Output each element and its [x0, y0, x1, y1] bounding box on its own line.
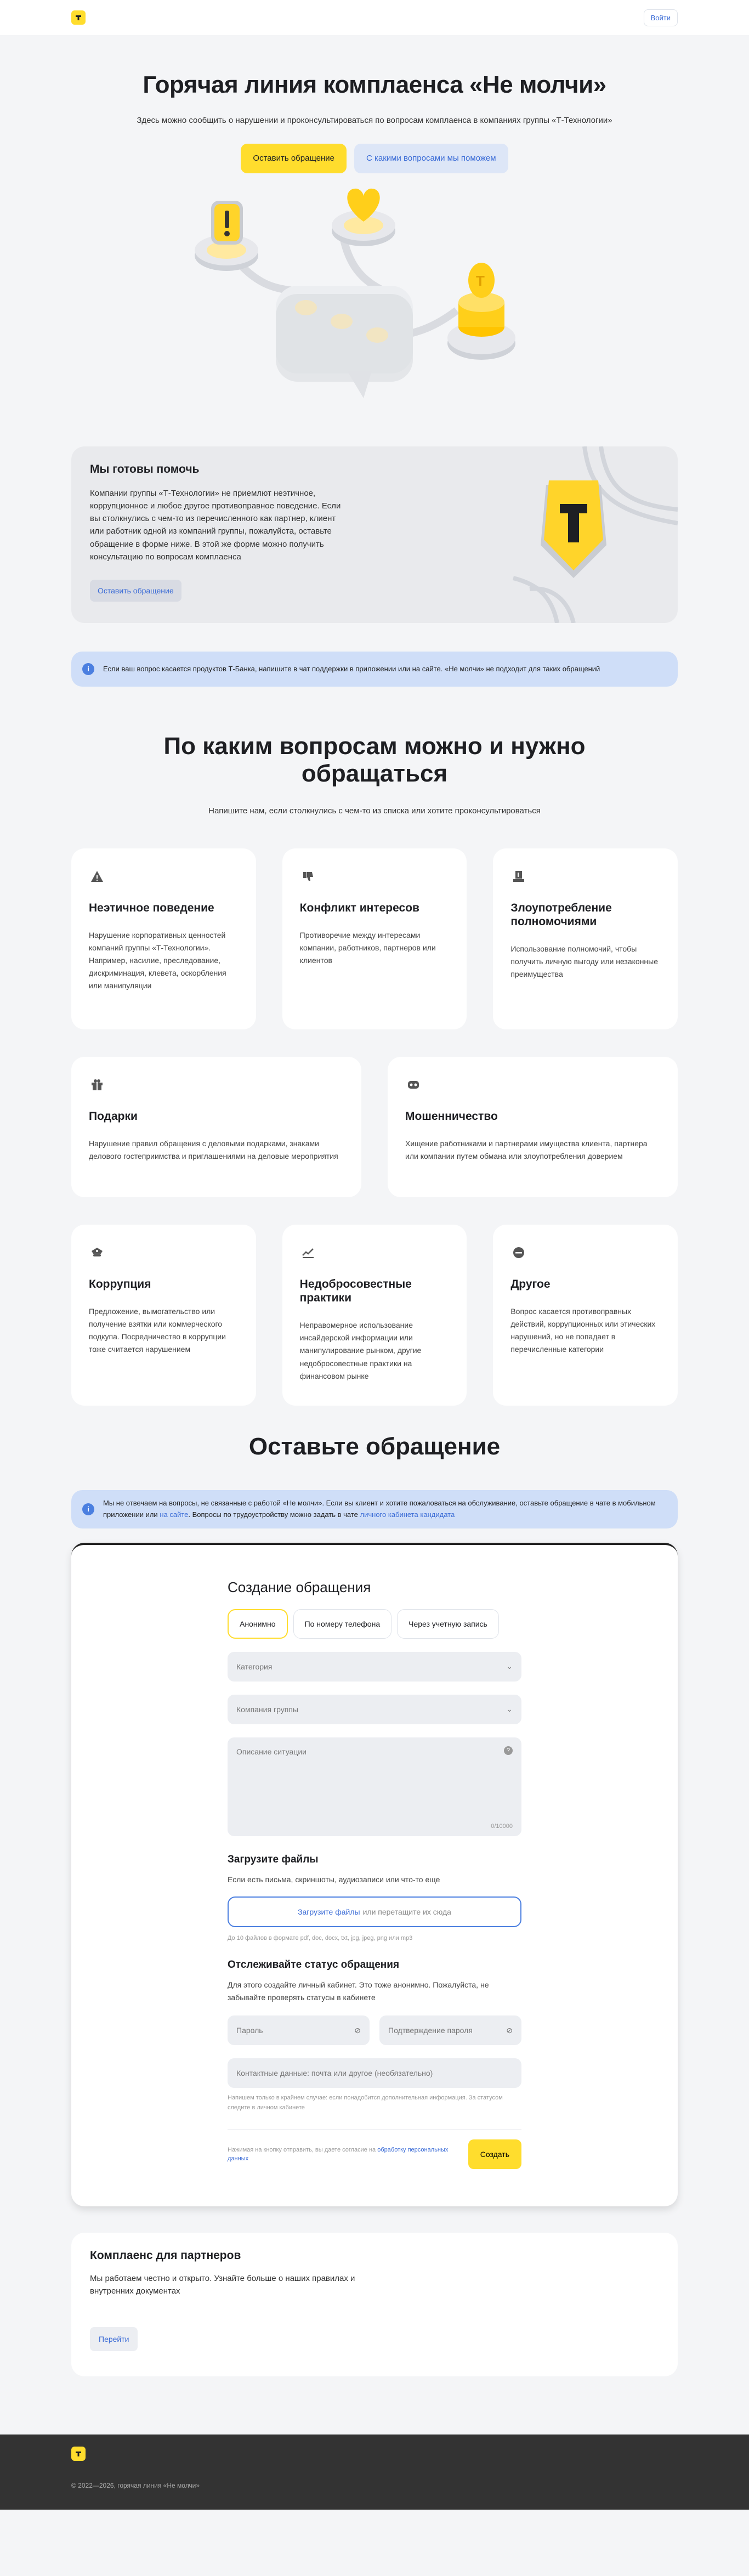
page-title: Горячая линия комплаенса «Не молчи» [143, 71, 606, 98]
shield-illustration [447, 446, 678, 623]
logo[interactable] [71, 10, 86, 25]
consent-part: Нажимая на кнопку отправить, вы даете согласие на [228, 2146, 378, 2153]
company-select[interactable] [228, 1695, 521, 1724]
heart-pedestal [332, 188, 395, 246]
gift-icon [89, 1077, 105, 1093]
form-notice-text [103, 1498, 667, 1521]
char-counter: 0/10000 [491, 1822, 513, 1830]
form-section-title: Оставьте обращение [248, 1433, 501, 1460]
chat-bubble [276, 286, 413, 398]
t-logo-icon [74, 13, 83, 22]
consent-text [228, 2145, 458, 2164]
description-placeholder: Описание ситуации [236, 1747, 307, 1756]
topic-card-conflict [282, 848, 467, 1029]
info-icon: i [82, 1503, 94, 1515]
password-confirm-field[interactable] [379, 2015, 521, 2045]
topic-text: Нарушение корпоративных ценностей компаний группы «Т‑Технологии». Например, насилие, преследование, дискриминация, клевета, оскорбления или манипуляции [89, 931, 226, 990]
topic-card-other [493, 1225, 678, 1406]
login-button[interactable]: Войти [644, 9, 678, 26]
topic-text: Использование полномочий, чтобы получить личную выгоду или незаконные преимущества [510, 944, 659, 979]
auth-tabs [228, 1609, 521, 1639]
t-logo-icon [74, 2449, 83, 2458]
chevron-down-icon: ⌄ [506, 1662, 513, 1671]
upload-hint: Если есть письма, скриншоты, аудиозаписи или что-то еще [228, 1875, 440, 1884]
copyright: © 2022—2026, горячая линия «Не молчи» [71, 2481, 200, 2489]
topic-text: Нарушение правил обращения с деловыми подарками, знаками делового гостеприимства и приглашениями на деловые мероприятия [89, 1139, 338, 1161]
ready-text: Компании группы «Т‑Технологии» не приемлют неэтичное, коррупционное и любое другое противоправное поведение. Если вы столкнулись с чем-то из перечисленного как партнер, клиент или работник одной из компаний группы, пожалуйста, оставьте обращение в форме ниже. В этой же форме можно получить консультацию по вопросам комплаенса [90, 488, 341, 562]
ready-submit-button[interactable]: Оставить обращение [90, 580, 181, 602]
topic-title: Недобросовестные практики [299, 1277, 412, 1305]
tab-anonymous[interactable]: Анонимно [228, 1609, 288, 1639]
topic-title: Злоупотребление полномочиями [510, 901, 612, 929]
topic-card-unethical [71, 848, 256, 1029]
contacts-field[interactable] [228, 2058, 521, 2088]
topics-title: По каким вопросам можно и нужно обращаться [163, 732, 586, 787]
partners-card [71, 2233, 678, 2376]
info-icon: i [82, 663, 94, 675]
podium-icon [510, 868, 527, 885]
products-notice [71, 652, 678, 687]
partners-go-button[interactable]: Перейти [90, 2327, 138, 2351]
file-dropzone[interactable] [228, 1896, 521, 1927]
footer-logo[interactable] [71, 2447, 86, 2461]
topic-title: Другое [510, 1277, 551, 1290]
form-title: Создание обращения [228, 1578, 371, 1595]
candidate-cabinet-link[interactable]: личного кабинета кандидата [360, 1510, 455, 1519]
topics-subtitle: Напишите нам, если столкнулись с чем-то из списка или хотите проконсультироваться [208, 806, 541, 816]
footer [0, 2435, 749, 2510]
topics-button[interactable]: С какими вопросами мы поможем [354, 144, 508, 173]
password-field[interactable] [228, 2015, 370, 2045]
form-notice [71, 1490, 678, 1528]
partners-title: Комплаенс для партнеров [90, 2249, 241, 2262]
header [0, 0, 749, 35]
eye-off-icon[interactable]: ⊘ [506, 2025, 513, 2035]
thumbs-down-icon [300, 868, 316, 885]
category-placeholder: Категория [236, 1662, 273, 1671]
topic-card-fraud [388, 1057, 678, 1197]
category-select[interactable] [228, 1652, 521, 1682]
tab-account[interactable]: Через учетную запись [397, 1609, 499, 1639]
topic-title: Мошенничество [405, 1109, 498, 1123]
tab-phone[interactable]: По номеру телефона [293, 1609, 392, 1639]
track-title: Отслеживайте статус обращения [228, 1959, 400, 1971]
description-textarea[interactable] [228, 1737, 521, 1836]
topic-text: Противоречие между интересами компании, работников, партнеров или клиентов [299, 931, 436, 965]
upload-rest: или перетащите их сюда [362, 1907, 451, 1917]
track-hint: Для этого создайте личный кабинет. Это тоже анонимно. Пожалуйста, не забывайте проверять статусы в кабинете [228, 1980, 489, 2002]
mask-icon [405, 1077, 422, 1093]
svg-text:T: T [476, 272, 485, 289]
topic-text: Неправомерное использование инсайдерской информации или манипулирование рынком, другие недобросовестные практики на финансовом рынке [299, 1321, 422, 1380]
topics-section [0, 733, 749, 1406]
topic-text: Хищение работниками и партнерами имущества клиента, партнера или компании путем обмана или злоупотребления доверием [405, 1139, 648, 1161]
password-placeholder: Пароль [236, 2026, 263, 2035]
eye-off-icon[interactable]: ⊘ [354, 2025, 361, 2035]
topic-card-practices [282, 1225, 467, 1406]
form-notice-part: . Вопросы по трудоустройству можно задать в чате [188, 1510, 360, 1519]
topic-card-abuse [493, 848, 678, 1029]
topic-text: Вопрос касается противоправных действий, коррупционных или этических нарушений, но не попадает в перечисленные категории [510, 1307, 656, 1354]
upload-title: Загрузите файлы [228, 1853, 319, 1865]
ready-title: Мы готовы помочь [90, 462, 200, 475]
create-button[interactable]: Создать [468, 2139, 521, 2169]
topic-card-corruption [71, 1225, 256, 1406]
hero-illustration [183, 184, 566, 426]
help-icon[interactable]: ? [504, 1746, 513, 1755]
appeal-form-card [71, 1543, 678, 2206]
topic-title: Коррупция [89, 1277, 151, 1290]
personal-data-link[interactable]: обработку персональных данных [228, 2146, 449, 2162]
products-notice-text: Если ваш вопрос касается продуктов Т‑Банка, напишите в чат поддержки в приложении или на сайте. «Не молчи» не подходит для таких обращений [103, 665, 600, 673]
submit-appeal-button[interactable]: Оставить обращение [241, 144, 347, 173]
contacts-placeholder: Контактные данные: почта или другое (необязательно) [236, 2069, 433, 2078]
contacts-hint: Напишем только в крайнем случае: если понадобится дополнительная информация. За статусом следите в личном кабинете [228, 2094, 503, 2111]
ready-to-help-card [71, 446, 678, 623]
police-cap-icon [89, 1244, 105, 1261]
topic-title: Неэтичное поведение [89, 901, 214, 914]
topic-title: Конфликт интересов [299, 901, 419, 914]
upload-link[interactable]: Загрузите файлы [298, 1907, 360, 1917]
hero [0, 35, 749, 426]
minus-circle-icon [510, 1244, 527, 1261]
form-notice-part: Мы не отвечаем на вопросы, не связанные с работой «Не молчи». Если вы клиент и хотите пожаловаться на обслуживание, оставьте обращение в чате в мобильном приложении или [103, 1499, 656, 1519]
upload-formats: До 10 файлов в формате pdf, doc, docx, txt, jpg, jpeg, png или mp3 [228, 1935, 413, 1942]
website-link[interactable]: на сайте [160, 1510, 189, 1519]
partners-text: Мы работаем честно и открыто. Узнайте больше о наших правилах и внутренних документах [90, 2273, 355, 2296]
company-placeholder: Компания группы [236, 1705, 298, 1714]
chevron-down-icon: ⌄ [506, 1705, 513, 1714]
topic-text: Предложение, вымогательство или получение взятки или коммерческого подкупа. Посредничество в коррупции тоже считается нарушением [89, 1307, 226, 1354]
topic-title: Подарки [89, 1109, 138, 1123]
hero-subtitle: Здесь можно сообщить о нарушении и проконсультироваться по вопросам комплаенса в компаниях группы «Т‑Технологии» [137, 115, 612, 125]
topic-card-gifts [71, 1057, 361, 1197]
warning-icon [89, 868, 105, 885]
chart-line-icon [300, 1244, 316, 1261]
coin-pedestal [447, 263, 515, 360]
password-confirm-placeholder: Подтверждение пароля [388, 2026, 473, 2035]
exclamation-pedestal [195, 201, 258, 271]
